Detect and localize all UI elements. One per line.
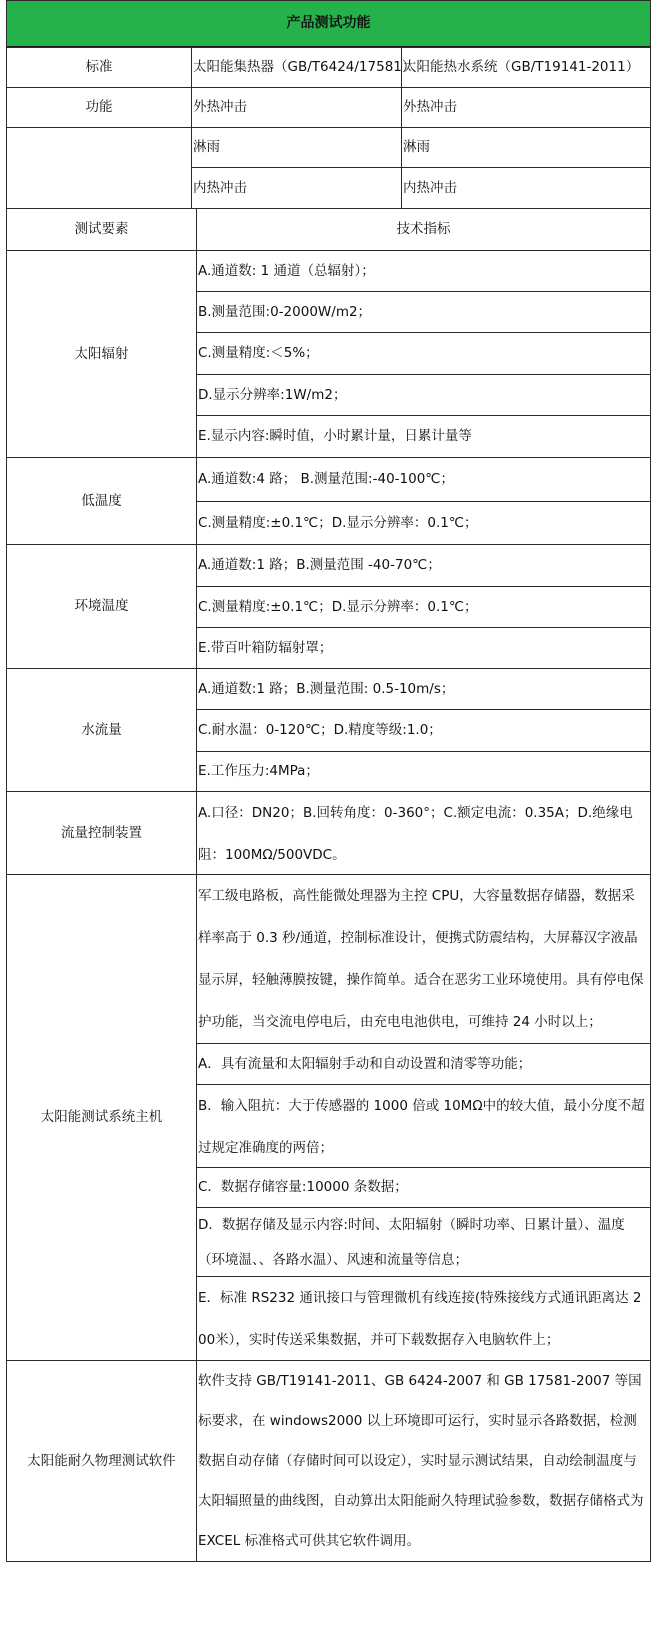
host-spec: B．输入阻抗：大于传感器的 1000 倍或 10MΩ中的较大值，最小分度不超过规定准确度的两倍； bbox=[196, 1084, 651, 1168]
env-temp-spec: A.通道数:1 路；B.测量范围 -40-70℃； bbox=[196, 544, 651, 587]
flow-control-label: 流量控制装置 bbox=[6, 791, 197, 875]
function-item: 淋雨 bbox=[191, 127, 402, 168]
env-temp-spec: C.测量精度:±0.1℃；D.显示分辨率：0.1℃； bbox=[196, 586, 651, 628]
host-label: 太阳能测试系统主机 bbox=[6, 874, 197, 1361]
water-flow-label: 水流量 bbox=[6, 668, 197, 792]
solar-spec: E.显示内容:瞬时值，小时累计量，日累计量等 bbox=[196, 415, 651, 458]
function-item: 外热冲击 bbox=[191, 87, 402, 128]
env-temp-label: 环境温度 bbox=[6, 544, 197, 669]
header-tech-spec: 技术指标 bbox=[196, 208, 651, 251]
header-test-element: 测试要素 bbox=[6, 208, 197, 251]
host-spec: C．数据存储容量:10000 条数据； bbox=[196, 1167, 651, 1208]
water-flow-spec: C.耐水温：0-120℃；D.精度等级:1.0； bbox=[196, 709, 651, 752]
function-item: 内热冲击 bbox=[191, 167, 402, 209]
env-temp-spec: E.带百叶箱防辐射罩； bbox=[196, 627, 651, 669]
solar-spec: B.测量范围:0-2000W/m2； bbox=[196, 291, 651, 333]
solar-label: 太阳辐射 bbox=[6, 250, 197, 458]
water-flow-spec: E.工作压力:4MPa； bbox=[196, 751, 651, 792]
host-spec: E．标准 RS232 通讯接口与管理微机有线连接(特殊接线方式通讯距离达 200米），实时传送采集数据，并可下载数据存入电脑软件上； bbox=[196, 1276, 651, 1361]
function-item: 内热冲击 bbox=[401, 167, 651, 209]
flow-control-spec: A.口径：DN20；B.回转角度：0-360°；C.额定电流：0.35A；D.绝缘电阻：100MΩ/500VDC。 bbox=[196, 791, 651, 875]
function-item: 淋雨 bbox=[401, 127, 651, 168]
host-spec: A．具有流量和太阳辐射手动和自动设置和清零等功能； bbox=[196, 1043, 651, 1085]
standard-collector: 太阳能集热器（GB/T6424/17581） bbox=[191, 47, 402, 88]
host-intro: 军工级电路板，高性能微处理器为主控 CPU，大容量数据存储器，数据采样率高于 0.3 秒/通道，控制标准设计，便携式防震结构，大屏幕汉字液晶显示屏，轻触薄膜按键，操作简单。适合在恶劣工业环境使用。具有停电保护功能，当交流电停电后，由充电电池供电，可维持 24 小时以上； bbox=[196, 874, 651, 1044]
function-label: 功能 bbox=[6, 87, 192, 128]
table-title: 产品测试功能 bbox=[6, 0, 651, 48]
software-spec: 软件支持 GB/T19141-2011、GB 6424-2007 和 GB 17581-2007 等国标要求，在 windows2000 以上环境即可运行，实时显示各路数据，检测数据自动存储（存储时间可以设定），实时显示测试结果，自动绘制温度与太阳辐照量的曲线图，自动算出太阳能耐久特理试验参数，数据存储格式为 EXCEL 标准格式可供其它软件调用。 bbox=[196, 1360, 651, 1562]
solar-spec: A.通道数: 1 通道（总辐射）； bbox=[196, 250, 651, 292]
software-label: 太阳能耐久物理测试软件 bbox=[6, 1360, 197, 1562]
low-temp-label: 低温度 bbox=[6, 457, 197, 545]
host-spec: D．数据存储及显示内容:时间、太阳辐射（瞬时功率、日累计量）、温度（环境温、、各路水温）、风速和流量等信息； bbox=[196, 1207, 651, 1277]
water-flow-spec: A.通道数:1 路；B.测量范围: 0.5-10m/s； bbox=[196, 668, 651, 710]
solar-spec: C.测量精度:＜5%； bbox=[196, 332, 651, 375]
low-temp-spec: C.测量精度:±0.1℃；D.显示分辨率：0.1℃； bbox=[196, 501, 651, 545]
solar-spec: D.显示分辨率:1W/m2； bbox=[196, 374, 651, 416]
function-label-blank bbox=[6, 127, 192, 209]
low-temp-spec: A.通道数:4 路； B.测量范围:-40-100℃； bbox=[196, 457, 651, 502]
standard-label: 标准 bbox=[6, 47, 192, 88]
standard-water-heater: 太阳能热水系统（GB/T19141-2011） bbox=[401, 47, 651, 88]
function-item: 外热冲击 bbox=[401, 87, 651, 128]
